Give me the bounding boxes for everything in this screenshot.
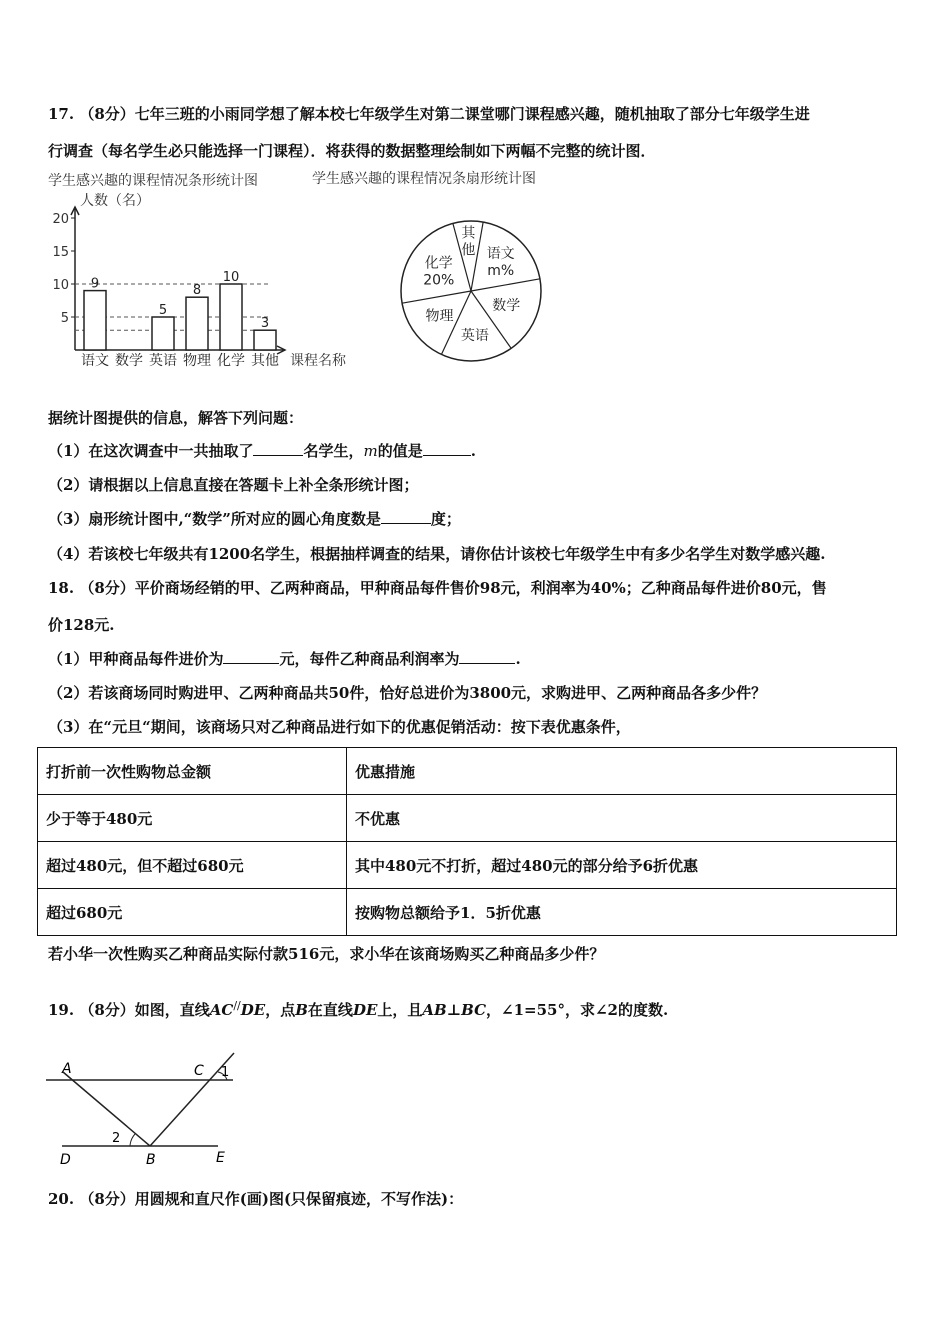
answer-blank-profit[interactable] bbox=[459, 649, 515, 664]
pie-slice-label: 他 bbox=[461, 242, 476, 259]
q18-line1: 18. （8分）平价商场经销的甲、乙两种商品，甲种商品每件售价98元，利润率为40%；乙种商品每件进价80元，售 bbox=[48, 579, 827, 597]
q17-part1-a: （1）在这次调查中一共抽取了 bbox=[48, 442, 254, 460]
table-row bbox=[38, 842, 897, 889]
bar bbox=[186, 297, 208, 350]
pie-chart bbox=[395, 215, 555, 365]
table-cell: 不优惠 bbox=[347, 795, 897, 842]
pie-slice-label: m% bbox=[487, 262, 515, 279]
q17-line2: 行调查（每名学生必只能选择一门课程）．将获得的数据整理绘制如下两幅不完整的统计图． bbox=[48, 142, 656, 160]
bar-value-label: 8 bbox=[192, 283, 202, 299]
y-axis-label: 人数（名） bbox=[80, 193, 150, 209]
bar-chart bbox=[40, 185, 370, 375]
parallel-symbol: // bbox=[233, 999, 241, 1012]
x-tick-label: 物理 bbox=[183, 353, 211, 369]
q17-part3-a: （3）扇形统计图中,“数学”所对应的圆心角度数是 bbox=[48, 510, 381, 528]
q17-part1-end: . bbox=[470, 442, 476, 460]
q17-part1-b: 名学生， bbox=[303, 442, 364, 460]
table-cell: 其中480元不打折，超过480元的部分给予6折优惠 bbox=[347, 842, 897, 889]
table-cell: 按购物总额给予1．5折优惠 bbox=[347, 889, 897, 936]
label-a: A bbox=[62, 1061, 72, 1077]
q20-statement: 20. （8分）用圆规和直尺作(画)图(只保留痕迹，不写作法)： bbox=[48, 1190, 464, 1208]
bar bbox=[220, 284, 242, 350]
q18-line2: 价128元. bbox=[48, 616, 115, 634]
segment-ab bbox=[63, 1072, 150, 1146]
q18-part2: （2）若该商场同时购进甲、乙两种商品共50件，恰好总进价为3800元，求购进甲、乙两种商品各多少件？ bbox=[48, 684, 767, 702]
q19-text-b: ，点 bbox=[265, 1001, 296, 1019]
variable-m: m bbox=[363, 442, 378, 460]
q17-part3-b: 度； bbox=[430, 510, 461, 528]
q17-part4: （4）若该校七年级共有1200名学生，根据抽样调查的结果，请你估计该校七年级学生中有多少名学生对数学感兴趣. bbox=[48, 545, 826, 563]
q19-text-e: ，∠1=55°，求∠2的度数. bbox=[486, 1001, 669, 1019]
bar-value-label: 9 bbox=[90, 276, 100, 292]
bar-value-label: 10 bbox=[222, 270, 240, 285]
x-tick-label: 化学 bbox=[217, 353, 245, 369]
q17-part2: （2）请根据以上信息直接在答题卡上补全条形统计图； bbox=[48, 476, 419, 494]
line-ac: AC bbox=[209, 1001, 234, 1019]
q19-text-a: 19. （8分）如图，直线 bbox=[48, 1001, 210, 1019]
label-c: C bbox=[194, 1063, 204, 1079]
label-b: B bbox=[146, 1152, 156, 1168]
bar bbox=[254, 330, 276, 350]
bar bbox=[152, 317, 174, 350]
q18-part1 bbox=[48, 648, 521, 669]
x-tick-label: 语文 bbox=[81, 353, 109, 369]
q18-part1-a: （1）甲种商品每件进价为 bbox=[48, 650, 224, 668]
label-angle-2: 2 bbox=[112, 1131, 121, 1146]
q18-part1-end: . bbox=[515, 650, 521, 668]
geometry-figure bbox=[40, 1045, 250, 1175]
point-b: B bbox=[295, 1001, 308, 1019]
q17-part3 bbox=[48, 508, 461, 529]
table-header-cell: 优惠措施 bbox=[347, 748, 897, 795]
y-tick-label: 10 bbox=[52, 278, 69, 293]
q19-text-c: 在直线 bbox=[307, 1001, 353, 1019]
q19-statement bbox=[48, 999, 668, 1020]
bar-value-label: 3 bbox=[260, 316, 270, 332]
label-d: D bbox=[60, 1152, 71, 1168]
discount-table bbox=[37, 747, 897, 936]
x-tick-label: 其他 bbox=[251, 353, 279, 369]
line-de-2: DE bbox=[352, 1001, 378, 1019]
answer-blank-m[interactable] bbox=[423, 441, 471, 456]
table-header-row bbox=[38, 748, 897, 795]
line-de: DE bbox=[240, 1001, 266, 1019]
pie-slice-label: 其 bbox=[461, 225, 476, 242]
table-header-cell: 打折前一次性购物总金额 bbox=[38, 748, 347, 795]
q18-followup: 若小华一次性购买乙种商品实际付款516元，求小华在该商场购买乙种商品多少件？ bbox=[48, 945, 605, 963]
x-axis-label: 课程名称 bbox=[290, 353, 346, 369]
pie-slice-label: 语文 bbox=[486, 245, 515, 262]
pie-slice-label: 数学 bbox=[492, 298, 521, 315]
pie-slice-label: 英语 bbox=[460, 327, 489, 344]
x-tick-label: 英语 bbox=[149, 353, 177, 369]
answer-blank-total[interactable] bbox=[253, 441, 303, 456]
table-cell: 超过480元，但不超过680元 bbox=[38, 842, 347, 889]
pie-chart-caption: 学生感兴趣的课程情况条扇形统计图 bbox=[312, 171, 536, 187]
bar bbox=[84, 291, 106, 350]
x-tick-label: 数学 bbox=[115, 353, 143, 369]
table-cell: 少于等于480元 bbox=[38, 795, 347, 842]
y-tick-label: 5 bbox=[60, 311, 69, 326]
bar-value-label: 5 bbox=[158, 303, 168, 318]
q17-intro: 据统计图提供的信息，解答下列问题： bbox=[48, 409, 304, 427]
y-tick-label: 20 bbox=[52, 212, 69, 227]
pie-slice-label: 物理 bbox=[425, 308, 454, 325]
y-tick-label: 15 bbox=[52, 245, 69, 260]
q18-part3: （3）在“元旦“期间，该商场只对乙种商品进行如下的优惠促销活动：按下表优惠条件， bbox=[48, 718, 631, 736]
label-e: E bbox=[216, 1150, 225, 1166]
q17-part1 bbox=[48, 440, 476, 461]
perpendicular-relation: AB⊥BC bbox=[422, 1001, 487, 1019]
q19-text-d: 上，且 bbox=[377, 1001, 423, 1019]
pie-slice-label: 20% bbox=[423, 272, 455, 289]
table-row bbox=[38, 889, 897, 936]
table-cell: 超过680元 bbox=[38, 889, 347, 936]
q17-part1-c: 的值是 bbox=[377, 442, 423, 460]
q18-part1-b: 元，每件乙种商品利润率为 bbox=[279, 650, 460, 668]
pie-slice-label: 化学 bbox=[424, 255, 453, 272]
q17-line1: 17. （8分）七年三班的小雨同学想了解本校七年级学生对第二课堂哪门课程感兴趣，随机抽取了部分七年级学生进 bbox=[48, 105, 810, 123]
bar-chart-caption: 学生感兴趣的课程情况条形统计图 bbox=[48, 173, 258, 189]
label-angle-1: 1 bbox=[221, 1065, 230, 1080]
answer-blank-cost[interactable] bbox=[223, 649, 279, 664]
answer-blank-angle[interactable] bbox=[381, 509, 431, 524]
table-row bbox=[38, 795, 897, 842]
angle-2-arc bbox=[130, 1134, 135, 1146]
